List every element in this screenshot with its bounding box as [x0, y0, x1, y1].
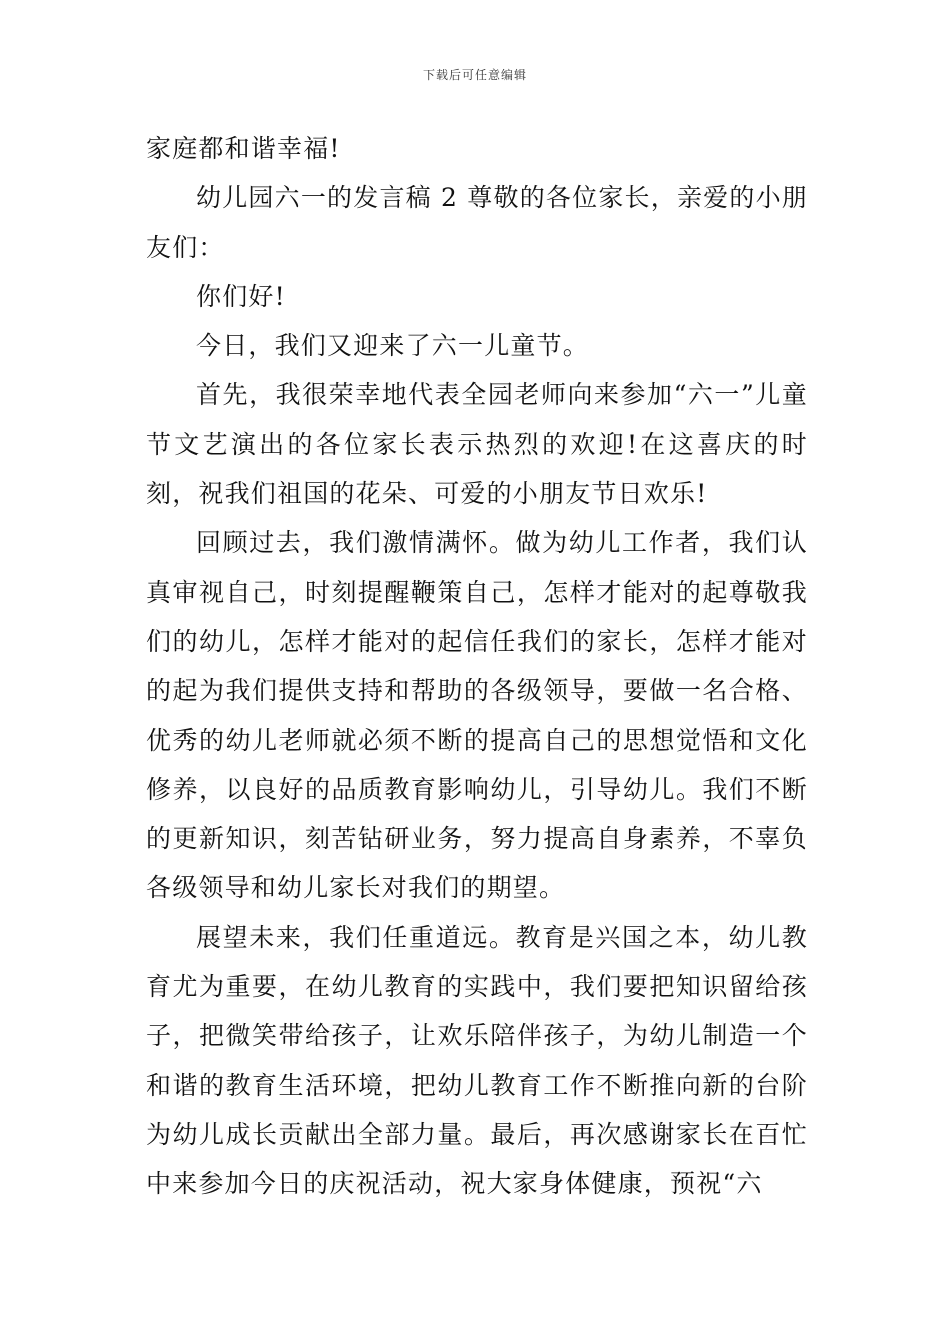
paragraph-4: 今日，我们又迎来了六一儿童节。 [196, 331, 590, 361]
page-header: 下载后可任意编辑 [422, 68, 527, 82]
paragraph-7: 展望未来，我们任重道远。教育是兴国之本，幼儿教育尤为重要，在幼儿教育的实践中，我们要把知识留给孩子，把微笑带给孩子，让欢乐陪伴孩子，为幼儿制造一个和谐的教育生活环境，把幼儿教育工作不断推向新的台阶为幼儿成长贡献出全部力量。最后，再次感谢家长在百忙中来参加今日的庆祝活动，祝大家身体健康，预祝“六 [146, 922, 808, 1199]
paragraph-6: 回顾过去，我们激情满怀。做为幼儿工作者，我们认真审视自己，时刻提醒鞭策自己，怎样才能对的起尊敬我们的幼儿，怎样才能对的起信任我们的家长，怎样才能对的起为我们提供支持和帮助的各级领导，要做一名合格、优秀的幼儿老师就必须不断的提高自己的思想觉悟和文化修养，以良好的品质教育影响幼儿，引导幼儿。我们不断的更新知识，刻苦钻研业务，努力提高自身素养，不辜负各级领导和幼儿家长对我们的期望。 [146, 528, 808, 903]
paragraph-5: 首先，我很荣幸地代表全园老师向来参加“六一”儿童节文艺演出的各位家长表示热烈的欢迎!在这喜庆的时刻，祝我们祖国的花朵、可爱的小朋友节日欢乐! [146, 380, 808, 509]
document-body [146, 124, 808, 1209]
paragraph-1: 家庭都和谐幸福! [146, 134, 341, 163]
paragraph-3: 你们好! [196, 281, 286, 311]
paragraph-2: 幼儿园六一的发言稿 2 尊敬的各位家长，亲爱的小朋友们： [146, 183, 808, 262]
